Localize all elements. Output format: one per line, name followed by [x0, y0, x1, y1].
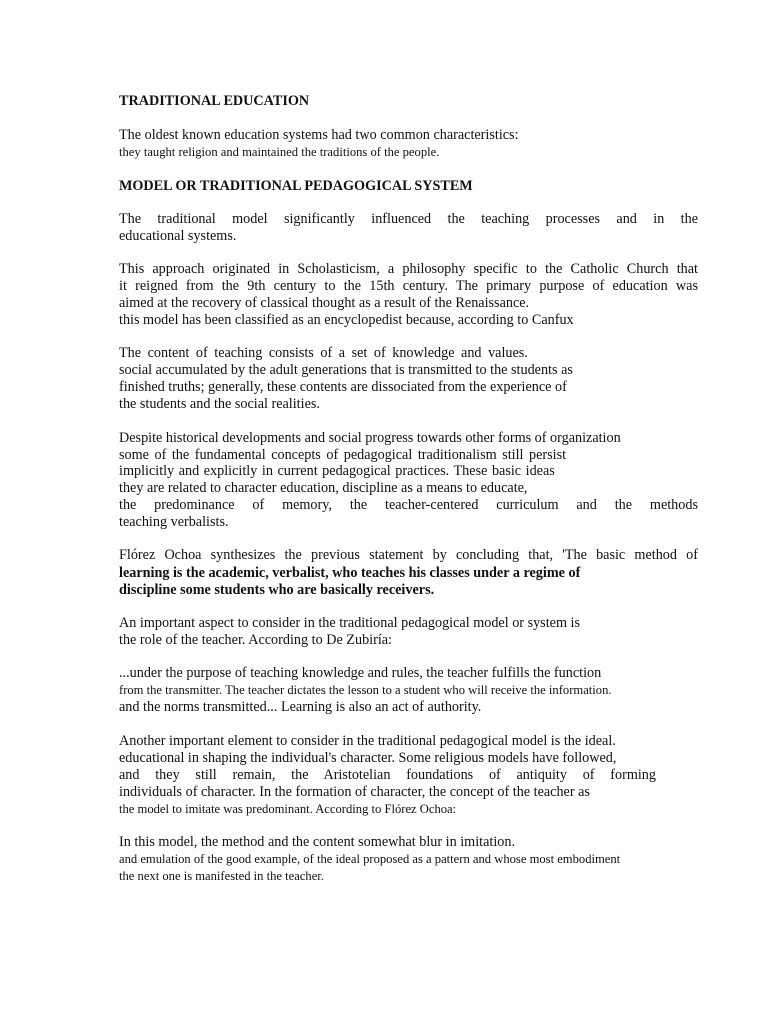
text-line: some of the fundamental concepts of pedagogical traditionalism still persist [119, 447, 567, 463]
text-line: Flórez Ochoa synthesizes the previous statement by concluding that, 'The basic method of [119, 547, 698, 563]
text-line: the students and the social realities. [119, 396, 320, 412]
text-line: the role of the teacher. According to De Zubiría: [119, 632, 393, 648]
text-line: Despite historical developments and social progress towards other forms of organization [119, 430, 621, 446]
text-line: it reigned from the 9th century to the 15th century. The primary purpose of education was [119, 278, 698, 294]
section-heading: TRADITIONAL EDUCATION [119, 93, 310, 109]
text-line: The traditional model significantly influenced the teaching processes and in the [119, 211, 698, 227]
text-line: they are related to character education, discipline as a means to educate, [119, 480, 528, 496]
text-line: ...under the purpose of teaching knowledge and rules, the teacher fulfills the function [119, 665, 602, 681]
text-line: discipline some students who are basically receivers. [119, 582, 435, 598]
text-line: The oldest known education systems had two common characteristics: [119, 127, 519, 143]
text-line: educational systems. [119, 228, 237, 244]
text-line: social accumulated by the adult generations that is transmitted to the students as [119, 362, 573, 378]
text-line: An important aspect to consider in the traditional pedagogical model or system is [119, 615, 580, 631]
text-line: and they still remain, the Aristotelian foundations of antiquity of forming [119, 767, 656, 783]
text-line: This approach originated in Scholasticism, a philosophy specific to the Catholic Church that [119, 261, 698, 277]
section-heading: MODEL OR TRADITIONAL PEDAGOGICAL SYSTEM [119, 178, 473, 194]
text-line: individuals of character. In the formation of character, the concept of the teacher as [119, 784, 590, 800]
text-line: implicitly and explicitly in current pedagogical practices. These basic ideas [119, 463, 555, 479]
text-line: finished truths; generally, these contents are dissociated from the experience of [119, 379, 567, 395]
text-line: and the norms transmitted... Learning is also an act of authority. [119, 699, 482, 715]
text-line: they taught religion and maintained the traditions of the people. [119, 145, 440, 159]
text-line: and emulation of the good example, of the ideal proposed as a pattern and whose most embodiment [119, 852, 621, 866]
text-line: the model to imitate was predominant. According to Flórez Ochoa: [119, 802, 457, 816]
text-line: the predominance of memory, the teacher-centered curriculum and the methods [119, 497, 698, 513]
text-line: Another important element to consider in the traditional pedagogical model is the ideal. [119, 733, 616, 749]
text-line: from the transmitter. The teacher dictates the lesson to a student who will receive the information. [119, 683, 612, 697]
text-line: aimed at the recovery of classical thought as a result of the Renaissance. [119, 295, 530, 311]
text-line: this model has been classified as an encyclopedist because, according to Canfux [119, 312, 574, 328]
text-line: the next one is manifested in the teacher. [119, 869, 324, 883]
text-line: teaching verbalists. [119, 514, 229, 530]
text-line: The content of teaching consists of a set of knowledge and values. [119, 345, 528, 361]
text-line: learning is the academic, verbalist, who teaches his classes under a regime of [119, 565, 581, 581]
text-line: In this model, the method and the content somewhat blur in imitation. [119, 834, 515, 850]
text-line: educational in shaping the individual's character. Some religious models have followed, [119, 750, 617, 766]
